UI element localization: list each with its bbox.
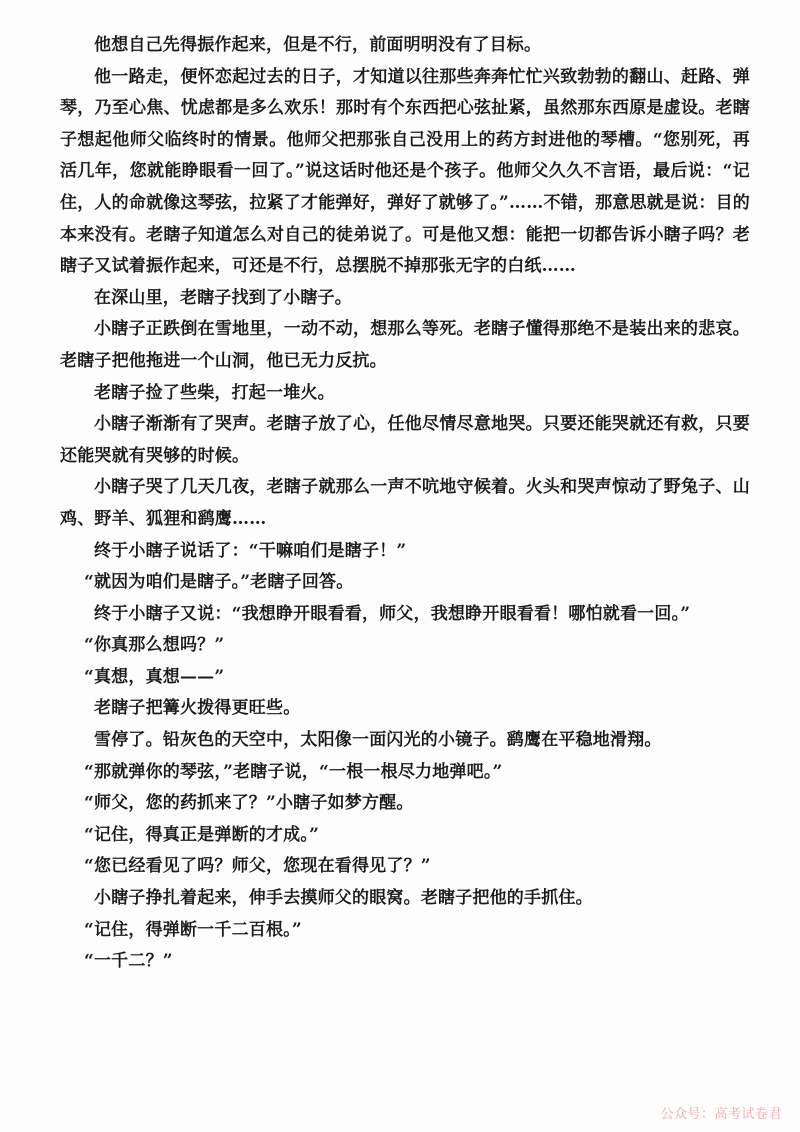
paragraph: “记住，得真正是弹断的才成。” xyxy=(84,824,320,845)
document-body xyxy=(60,30,750,978)
watermark: 公众号：高考试卷君 xyxy=(660,1107,782,1122)
paragraph: 在深山里，老瞎子找到了小瞎子。 xyxy=(94,287,352,308)
paragraph: 小瞎子哭了几天几夜，老瞎子就那么一声不吭地守候着。火头和哭声惊动了野兔子、山鸡、野羊、狐狸和鹞鹰…… xyxy=(60,477,750,529)
paragraph: 终于小瞎子又说：“我想睁开眼看看，师父，我想睁开眼看看！哪怕就看一回。” xyxy=(94,603,691,624)
paragraph: 雪停了。铅灰色的天空中，太阳像一面闪光的小镜子。鹞鹰在平稳地滑翔。 xyxy=(94,730,662,751)
paragraph: 他想自己先得振作起来，但是不行，前面明明没有了目标。 xyxy=(94,35,542,55)
paragraph: “您已经看见了吗？师父，您现在看得见了？” xyxy=(84,856,431,877)
paragraph: “真想，真想——” xyxy=(84,666,225,687)
paragraph: 老瞎子把篝火拨得更旺些。 xyxy=(94,698,301,719)
paragraph: “一千二？” xyxy=(84,951,173,972)
paragraph: 小瞎子挣扎着起来，伸手去摸师父的眼窝。老瞎子把他的手抓住。 xyxy=(94,888,593,909)
paragraph: 老瞎子捡了些柴，打起一堆火。 xyxy=(94,382,335,403)
paragraph: 终于小瞎子说话了：“干嘛咱们是瞎子！” xyxy=(94,540,407,561)
paragraph: “师父，您的药抓来了？”小瞎子如梦方醒。 xyxy=(84,793,414,814)
paragraph: 小瞎子渐渐有了哭声。老瞎子放了心，任他尽情尽意地哭。只要还能哭就还有救，只要还能哭就有哭够的时候。 xyxy=(60,414,750,466)
paragraph: “你真那么想吗？” xyxy=(84,635,225,656)
paragraph: “那就弹你的琴弦，”老瞎子说，“一根一根尽力地弹吧。” xyxy=(84,761,503,782)
paragraph: “记住，得弹断一千二百根。” xyxy=(84,919,302,940)
paragraph: 小瞎子正跌倒在雪地里，一动不动，想那么等死。老瞎子懂得那绝不是装出来的悲哀。老瞎子把他拖进一个山洞，他已无力反抗。 xyxy=(60,319,750,371)
paragraph: 他一路走，便怀恋起过去的日子，才知道以往那些奔奔忙忙兴致勃勃的翻山、赶路、弹琴，乃至心焦、忧虑都是多么欢乐！那时有个东西把心弦扯紧，虽然那东西原是虚设。老瞎子想起他师父临终时的情景。他师父把那张自己没用上的药方封进他的琴槽。“您别死，再活几年，您就能睁眼看一回了。”说这话时他还是个孩子。他师父久久不言语，最后说：“记住，人的命就像这琴弦，拉紧了才能弹好，弹好了就够了。”……不错，那意思就是说：目的本来没有。老瞎子知道怎么对自己的徒弟说了。可是他又想：能把一切都告诉小瞎子吗？老瞎子又试着振作起来，可还是不行，总摆脱不掉那张无字的白纸…… xyxy=(60,66,750,277)
paragraph: “就因为咱们是瞎子。”老瞎子回答。 xyxy=(84,572,354,593)
